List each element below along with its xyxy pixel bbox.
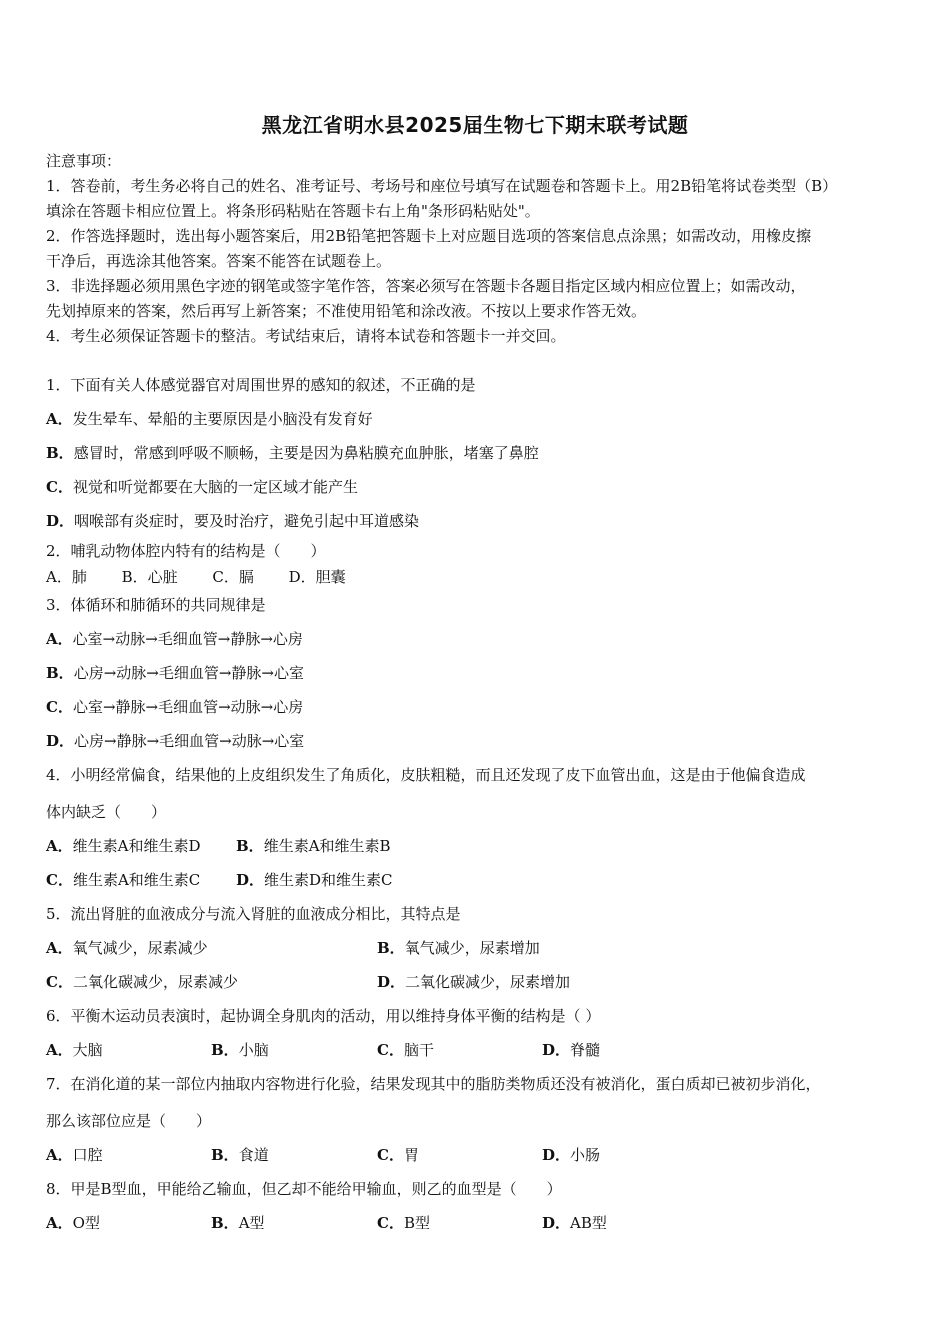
- option-key: C．: [377, 1146, 404, 1164]
- question-7-option-b: [211, 1144, 269, 1166]
- question-7-stem: 7．在消化道的某一部位内抽取内容物进行化验，结果发现其中的脂肪类物质还没有被消化，蛋白质却已被初步消化，: [46, 1075, 821, 1093]
- question-4-option-c: [46, 869, 200, 891]
- question-6-option-b: [211, 1039, 269, 1061]
- option-text: 脑干: [403, 1041, 434, 1059]
- question-3-option-b: [46, 662, 304, 684]
- option-key: C．: [377, 1041, 404, 1059]
- option-text: 二氧化碳减少，尿素减少: [72, 973, 238, 991]
- question-1-option-d: [46, 510, 419, 532]
- question-3-option-a: [46, 628, 303, 650]
- option-text: 咽喉部有炎症时，要及时治疗，避免引起中耳道感染: [74, 512, 420, 530]
- question-4-option-b: [236, 835, 391, 857]
- option-text: 维生素A和维生素C: [72, 871, 201, 889]
- option-text: 氧气减少，尿素减少: [72, 939, 208, 957]
- option-key: A．: [46, 1041, 73, 1059]
- question-5-stem: 5．流出肾脏的血液成分与流入肾脏的血液成分相比，其特点是: [46, 905, 461, 923]
- question-8-option-b: [211, 1212, 265, 1234]
- exam-title: 黑龙江省明水县2025届生物七下期末联考试题: [261, 113, 689, 137]
- option-key: D．: [46, 732, 75, 750]
- option-key: B．: [211, 1214, 239, 1232]
- option-key: A．: [46, 1146, 73, 1164]
- option-text: B型: [403, 1214, 430, 1232]
- option-text: 小脑: [238, 1041, 269, 1059]
- option-text: 发生晕车、晕船的主要原因是小脑没有发育好: [72, 410, 373, 428]
- question-5-option-a: [46, 937, 208, 959]
- option-text: 二氧化碳减少，尿素增加: [405, 973, 571, 991]
- notice-heading: 注意事项：: [46, 152, 122, 170]
- question-4-option-d: [236, 869, 393, 891]
- question-6-option-a: [46, 1039, 103, 1061]
- option-text: 心房→动脉→毛细血管→静脉→心室: [73, 664, 304, 682]
- option-key: D．: [542, 1146, 571, 1164]
- question-6-option-c: [377, 1039, 434, 1061]
- question-8-option-c: [377, 1212, 430, 1234]
- option-key: B．: [46, 444, 74, 462]
- notice-line: 填涂在答题卡相应位置上。将条形码粘贴在答题卡右上角"条形码粘贴处"。: [46, 202, 540, 220]
- question-5-option-c: [46, 971, 238, 993]
- question-1-option-c: [46, 476, 358, 498]
- question-2-stem: 2．哺乳动物体腔内特有的结构是（ ）: [46, 542, 326, 560]
- question-6-stem: 6．平衡木运动员表演时，起协调全身肌肉的活动，用以维持身体平衡的结构是（ ）: [46, 1007, 601, 1025]
- option-key: A．: [46, 837, 73, 855]
- option-text: 大脑: [72, 1041, 103, 1059]
- option-key: B．: [211, 1146, 239, 1164]
- notice-line: 1．答卷前，考生务必将自己的姓名、准考证号、考场号和座位号填写在试题卷和答题卡上。用2B铅笔将试卷类型（B）: [46, 177, 838, 195]
- question-1-option-a: [46, 408, 373, 430]
- question-8-option-a: [46, 1212, 100, 1234]
- option-text: 食道: [238, 1146, 269, 1164]
- question-6-option-d: [542, 1039, 600, 1061]
- option-key: A．: [46, 410, 73, 428]
- question-2-options: A．肺 B．心脏 C．膈 D．胆囊: [46, 568, 346, 586]
- option-key: A．: [46, 1214, 73, 1232]
- notice-line: 4．考生必须保证答题卡的整洁。考试结束后，请将本试卷和答题卡一并交回。: [46, 327, 566, 345]
- question-5-option-b: [377, 937, 540, 959]
- option-text: 胃: [403, 1146, 419, 1164]
- option-key: D．: [377, 973, 406, 991]
- question-7-stem-continued: 那么该部位应是（ ）: [46, 1112, 212, 1130]
- option-key: C．: [46, 871, 73, 889]
- option-text: 心室→静脉→毛细血管→动脉→心房: [72, 698, 304, 716]
- option-text: 维生素A和维生素D: [72, 837, 201, 855]
- option-text: 感冒时，常感到呼吸不顺畅，主要是因为鼻粘膜充血肿胀，堵塞了鼻腔: [73, 444, 539, 462]
- option-key: C．: [377, 1214, 404, 1232]
- question-7-option-d: [542, 1144, 600, 1166]
- option-text: 口腔: [72, 1146, 103, 1164]
- option-text: 脊髓: [570, 1041, 601, 1059]
- option-text: 氧气减少，尿素增加: [404, 939, 540, 957]
- option-key: D．: [542, 1041, 571, 1059]
- question-5-option-d: [377, 971, 570, 993]
- option-key: A．: [46, 630, 73, 648]
- option-key: B．: [46, 664, 74, 682]
- question-7-option-c: [377, 1144, 419, 1166]
- notice-line: 干净后，再选涂其他答案。答案不能答在试题卷上。: [46, 252, 392, 270]
- option-text: A型: [238, 1214, 265, 1232]
- option-key: D．: [236, 871, 265, 889]
- question-1-option-b: [46, 442, 539, 464]
- option-text: 视觉和听觉都要在大脑的一定区域才能产生: [72, 478, 358, 496]
- option-key: C．: [46, 478, 73, 496]
- option-key: C．: [46, 698, 73, 716]
- question-3-stem: 3．体循环和肺循环的共同规律是: [46, 596, 266, 614]
- question-4-option-a: [46, 835, 201, 857]
- option-text: AB型: [570, 1214, 607, 1232]
- option-key: C．: [46, 973, 73, 991]
- option-key: A．: [46, 939, 73, 957]
- question-8-stem: 8．甲是B型血，甲能给乙输血，但乙却不能给甲输血，则乙的血型是（ ）: [46, 1180, 562, 1198]
- option-key: B．: [377, 939, 405, 957]
- option-text: 小肠: [570, 1146, 601, 1164]
- option-key: D．: [46, 512, 75, 530]
- question-1-stem: 1．下面有关人体感觉器官对周围世界的感知的叙述，不正确的是: [46, 376, 476, 394]
- notice-line: 3．非选择题必须用黑色字迹的钢笔或签字笔作答，答案必须写在答题卡各题目指定区域内相应位置上；如需改动，: [46, 277, 806, 295]
- option-text: 心房→静脉→毛细血管→动脉→心室: [74, 732, 305, 750]
- option-key: B．: [211, 1041, 239, 1059]
- option-key: B．: [236, 837, 264, 855]
- notice-line: 先划掉原来的答案，然后再写上新答案；不准使用铅笔和涂改液。不按以上要求作答无效。: [46, 302, 647, 320]
- question-3-option-c: [46, 696, 303, 718]
- option-key: D．: [542, 1214, 571, 1232]
- question-4-stem-continued: 体内缺乏（ ）: [46, 803, 167, 821]
- option-text: 维生素A和维生素B: [263, 837, 391, 855]
- question-7-option-a: [46, 1144, 103, 1166]
- option-text: 心室→动脉→毛细血管→静脉→心房: [72, 630, 303, 648]
- option-text: 维生素D和维生素C: [264, 871, 393, 889]
- question-4-stem: 4．小明经常偏食，结果他的上皮组织发生了角质化，皮肤粗糙，而且还发现了皮下血管出血，这是由于他偏食造成: [46, 766, 806, 784]
- question-3-option-d: [46, 730, 304, 752]
- option-text: O型: [72, 1214, 100, 1232]
- notice-line: 2．作答选择题时，选出每小题答案后，用2B铅笔把答题卡上对应题目选项的答案信息点涂黑；如需改动，用橡皮擦: [46, 227, 812, 245]
- question-8-option-d: [542, 1212, 607, 1234]
